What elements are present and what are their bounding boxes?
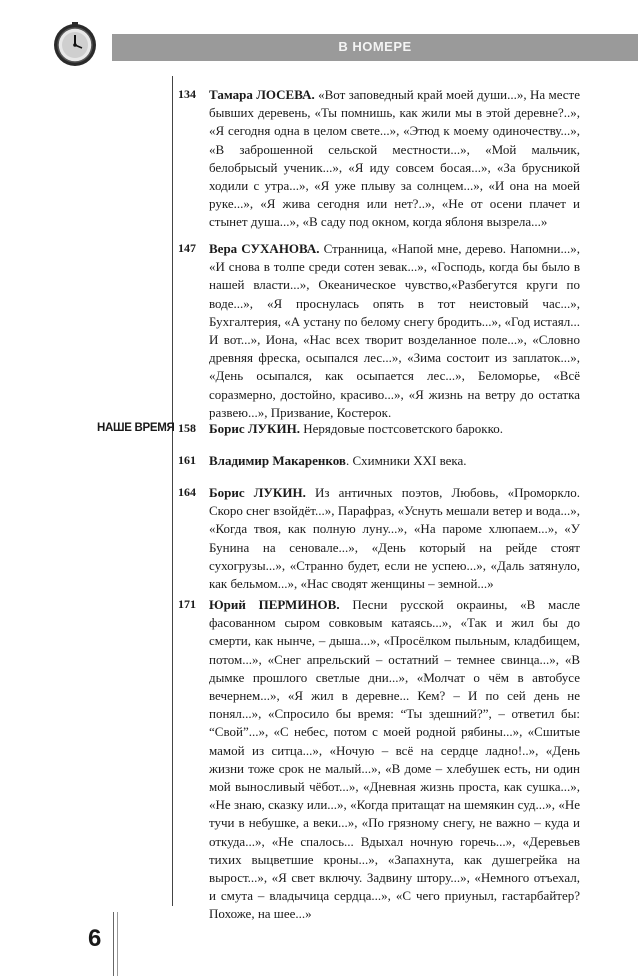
toc-entry xyxy=(178,484,580,593)
entry-text: Из античных поэтов, Любовь, «Проморкло. Скоро снег взойдёт...», Парафраз, «Уснуть мешали ветер и вода...», «Когда твоя, как полную луну...», «На пароме хлюпаем...», «У Бунина на сеновале...», «День который на рейде стоят сухогрузы...», «Странно будет, если не успею...», «Даль затянуло, как бельмом...», «Нас сводят женщины – земной...» xyxy=(209,485,581,592)
toc-entry xyxy=(178,420,580,438)
toc-entry xyxy=(178,86,580,232)
entry-page: 164 xyxy=(178,485,196,499)
entry-text: Нерядовые постсоветского барокко. xyxy=(303,421,503,436)
entry-author: Тамара ЛОСЕВА. xyxy=(209,87,315,102)
entry-page: 134 xyxy=(178,87,196,101)
entry-text: «Вот заповедный край моей души...», На месте бывших деревень, «Ты помнишь, как жили мы в этой деревне?..», «Я сегодня одна в целом свете...», «Этюд к моему одиночеству...», «В заброшенной сельской местности...», «Мой мальчик, белобрысый ученик...», «Я иду совсем босая...», «За брусникой ходили с утра...», «Я уже плыву за солнцем...», «И она на моей руке...», «Я жива сегодня или нет?..», «Не от осени плачет и стынет душа...», «В саду под окном, когда яблоня вызрела...» xyxy=(209,87,581,230)
divider-line xyxy=(172,76,173,906)
entry-text: . Схимники XXI века. xyxy=(345,453,467,468)
entry-page: 147 xyxy=(178,241,196,255)
entry-text: Песни русской окраины, «В масле фасованном сыром совковым катаясь...», «Так и жил бы до смерти, как нынче, – дыша...», «Просёлком пыльным, кладбищем, потом...», «Снег апрельский – остатний – темнее свинца...», «В дымке прошлого светлые дни...», «Молчат о чём в автобусе вечернем...», «Я жил в деревне... Кем? – И по сей день не понял...», «Спросило бы время: “Ты здешний?”, – ответил бы: “Свой”...», «С небес, потом с моей родной рябины...», «Сшитые мамой из ситца...», «Ночую – всё на сердце ладно!..», «День жизни тоже срок не малый...», «В доме – хлебушек есть, ни один мой выносливый чёбот...», «Дневная жизнь проста, как сушка...», «Не знаю, сказку или...», «Когда притащат на шемякин суд...», «Не тучи в небушке, а веки...», «По грязному снегу, не важно – куда и откуда...», «Не спалось... Вдыхал ночную горечь...», «Деревьев тихих выцветшие кроны...», «Запахнута, как душегрейка на вырост...», «Я свет включу. Задвину штору...», «Немного отъехал, и смута – владычица сердца...», «С чего приуныл, гастарбайтер? Похоже, на шее...» xyxy=(209,597,580,922)
footer-line xyxy=(113,912,114,976)
entry-author: Борис ЛУКИН. xyxy=(209,485,306,500)
entry-author: Борис ЛУКИН. xyxy=(209,421,300,436)
page-number: 6 xyxy=(88,925,102,952)
toc-entry xyxy=(178,596,580,924)
entry-page: 158 xyxy=(178,421,196,435)
footer-line xyxy=(117,912,118,976)
entry-author: Владимир Макаренков xyxy=(209,453,346,468)
header-title: В НОМЕРЕ xyxy=(338,39,412,54)
header-bar xyxy=(112,34,638,61)
entry-page: 161 xyxy=(178,453,196,467)
entry-page: 171 xyxy=(178,597,196,611)
toc-entry xyxy=(178,452,580,470)
entry-text: Странница, «Напой мне, дерево. Напомни...», «И снова в толпе среди сотен зевак...», «Господь, когда бы было в нашей власти...», Океаническое чувство,«Разбегутся круги по воде...», «Я проснулась опять в тот неистовый час...», Бухгалтерия, «А устану по белому снегу бродить...», «Год истаял... И вот...», Иона, «Нас всех творит возделанное поле...», «Словно древняя фреска, осыпался лес...», «Зима состоит из заплаток...», «День осыпался, как осыпается лес...», Беломорье, «Всё соразмерно, достойно, красиво...», «Я жизнь на ветру до остатка развею...», Призвание, Костерок. xyxy=(209,241,581,420)
section-label: НАШЕ ВРЕМЯ xyxy=(97,422,175,434)
clock-icon xyxy=(52,22,98,68)
entry-author: Вера СУХАНОВА. xyxy=(209,241,320,256)
entry-author: Юрий ПЕРМИНОВ. xyxy=(209,597,340,612)
toc-entry xyxy=(178,240,580,422)
